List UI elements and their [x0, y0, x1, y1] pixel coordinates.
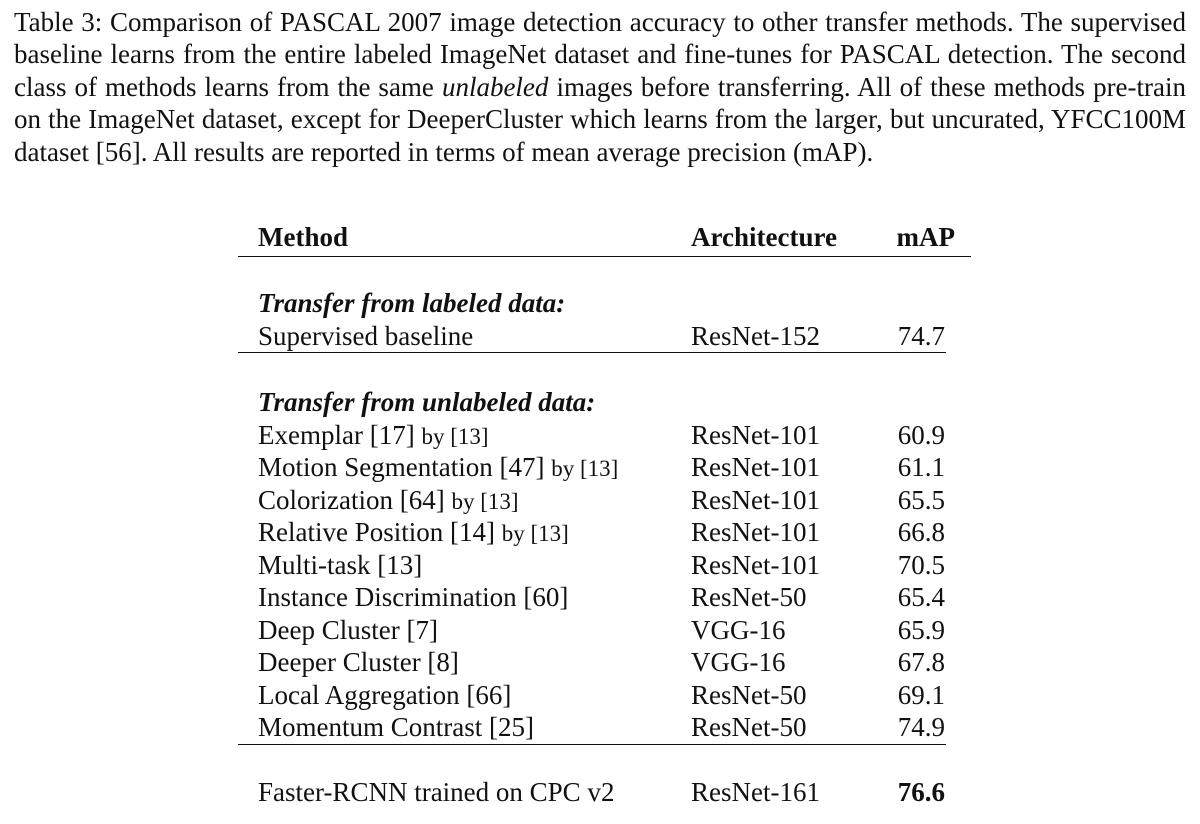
method-name: Colorization [64] [258, 484, 445, 515]
method-by: by [13] [551, 456, 619, 481]
method-by: by [13] [451, 488, 519, 514]
method-name: Relative Position [14] [258, 517, 495, 547]
table-row [238, 646, 971, 679]
map-cell: 67.8 [897, 647, 945, 677]
header-architecture: Architecture [691, 222, 837, 252]
group-title-unlabeled [238, 386, 971, 419]
table-row [238, 320, 971, 353]
caption-text-2: images before transferring. All of these methods pre-train on the ImageNet dataset, except for DeeperCluster which learns from the larger, but uncurated, YFCC100M dataset [56]. All results are reported in terms of mean average precision (mAP). [14, 71, 1187, 167]
method-cell [258, 451, 618, 486]
header-method: Method [258, 222, 348, 252]
method-name: Exemplar [17] [258, 419, 415, 450]
table-row [238, 451, 971, 484]
method-cell: Faster-RCNN trained on CPC v2 [258, 776, 615, 807]
method-cell [258, 516, 569, 551]
architecture-cell: ResNet-101 [691, 517, 820, 547]
header-map: mAP [896, 222, 955, 252]
table-row [238, 614, 971, 647]
architecture-cell: ResNet-101 [691, 452, 820, 482]
table-row [238, 679, 971, 712]
architecture-cell: ResNet-101 [691, 419, 820, 450]
map-cell: 69.1 [897, 679, 945, 710]
method-cell: Instance Discrimination [60] [258, 582, 569, 612]
map-cell: 74.7 [897, 320, 945, 351]
method-by: by [13] [421, 423, 489, 449]
method-cell: Multi-task [13] [258, 549, 423, 580]
method-cell [258, 484, 519, 519]
method-cell: Deeper Cluster [8] [258, 647, 459, 677]
table-header-row [238, 218, 971, 256]
table-row [238, 484, 971, 517]
group-title-text: Transfer from labeled data: [258, 288, 566, 318]
architecture-cell: ResNet-50 [691, 582, 807, 612]
architecture-cell: ResNet-50 [691, 679, 807, 710]
table-row [238, 711, 971, 744]
map-cell: 61.1 [897, 452, 945, 482]
caption-label: Table 3: [14, 7, 103, 37]
method-name: Motion Segmentation [47] [258, 452, 545, 482]
method-cell: Momentum Contrast [25] [258, 712, 534, 742]
architecture-cell: VGG-16 [691, 647, 786, 677]
map-cell-best: 76.6 [897, 776, 945, 807]
group-title-text: Transfer from unlabeled data: [258, 387, 596, 417]
architecture-cell: ResNet-161 [691, 776, 820, 807]
map-cell: 66.8 [897, 517, 945, 547]
architecture-cell: ResNet-101 [691, 484, 820, 515]
map-cell: 65.9 [897, 614, 945, 645]
caption-text-1: Comparison of PASCAL 2007 image detection accuracy to other transfer methods. The supervised baseline learns from the entire labeled ImageNet dataset and fine-tunes for PASCAL detection. The second class of methods learns from the same [14, 7, 1187, 102]
results-table [238, 218, 971, 808]
table-row [238, 549, 971, 582]
architecture-cell: VGG-16 [691, 614, 786, 645]
method-cell [258, 419, 489, 454]
map-cell: 70.5 [897, 549, 945, 580]
architecture-cell: ResNet-101 [691, 549, 820, 580]
table-row [238, 516, 971, 549]
final-row [238, 776, 971, 809]
method-cell: Local Aggregation [66] [258, 679, 512, 710]
method-by: by [13] [501, 521, 569, 546]
map-cell: 60.9 [897, 419, 945, 450]
architecture-cell: ResNet-50 [691, 712, 807, 742]
architecture-cell: ResNet-152 [691, 320, 820, 351]
group-title-labeled [238, 287, 971, 320]
caption-emphasis: unlabeled [441, 71, 549, 102]
table-caption [14, 6, 1186, 168]
map-cell: 65.5 [897, 484, 945, 515]
method-cell: Supervised baseline [258, 320, 474, 351]
map-cell: 74.9 [897, 712, 945, 742]
map-cell: 65.4 [897, 582, 945, 612]
table-row [238, 581, 971, 614]
table-row [238, 419, 971, 452]
method-cell: Deep Cluster [7] [258, 614, 438, 645]
